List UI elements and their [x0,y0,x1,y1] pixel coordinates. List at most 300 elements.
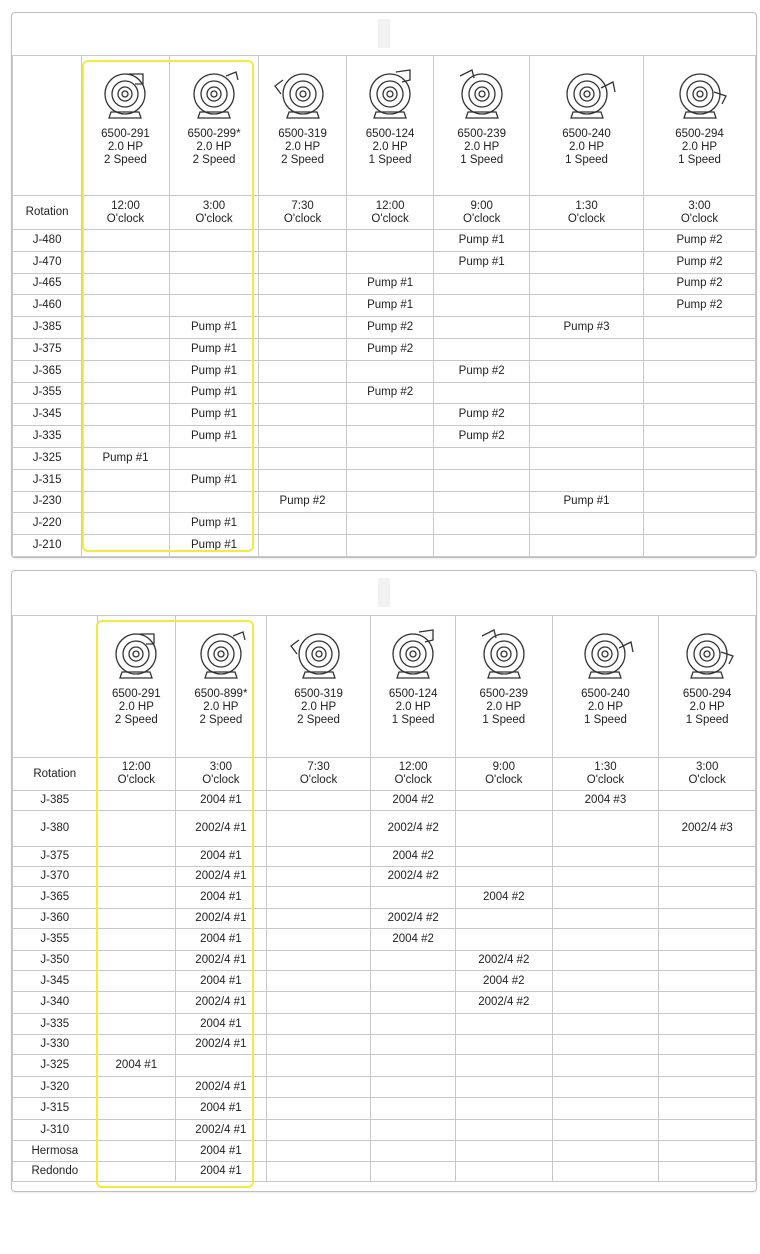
table-row [13,1014,756,1035]
rotation-value: 9:00 [492,761,515,773]
pump-icon [371,626,455,684]
table-cell: 2004 #2 [371,847,456,867]
table-cell: Pump #2 [346,382,434,404]
table-cell [530,360,644,382]
table-cell [259,426,347,448]
rotation-value: 12:00 [121,761,151,773]
table-cell [82,491,170,513]
table-cell [659,971,756,992]
table-cell: 2004 #3 [552,791,659,811]
table-cell [530,273,644,295]
spa-model-label: J-385 [13,791,98,811]
table-cell: Pump #1 [169,317,259,339]
table-cell: 2002/4 #1 [176,909,267,929]
table-cell: 2002/4 #2 [455,992,552,1014]
table-cell: Pump #1 [434,251,530,273]
table-cell [659,887,756,909]
spa-model-label: J-365 [13,887,98,909]
table-cell: Pump #1 [169,382,259,404]
table-cell [97,1014,176,1035]
table-cell [644,317,756,339]
compatibility-panel-2002-2004 [11,570,757,1192]
table-cell [346,469,434,491]
pump-hp: 2.0 HP [300,701,337,713]
table-cell [259,338,347,360]
table-cell: 2004 #1 [176,929,267,951]
table-cell: 2004 #1 [176,971,267,992]
table-cell: Pump #1 [169,535,259,557]
table-cell [371,992,456,1014]
table-cell [259,317,347,339]
table-cell: 2002/4 #1 [176,951,267,971]
pump-model-header [530,56,644,196]
table-cell [371,971,456,992]
table-cell: Pump #1 [169,469,259,491]
table-cell [371,951,456,971]
table-cell [259,513,347,535]
table-cell [659,1162,756,1182]
spa-model-label: J-360 [13,909,98,929]
pump-icon [347,66,434,124]
table-cell: Pump #2 [644,295,756,317]
table-cell: 2002/4 #1 [176,992,267,1014]
table-cell: Pump #1 [169,404,259,426]
table-cell [176,1055,267,1077]
table-cell: Pump #2 [346,338,434,360]
rotation-cell [644,196,756,230]
table-cell: 2002/4 #1 [176,811,267,847]
table-cell [97,992,176,1014]
section-title-text [378,19,390,48]
table-cell: 2002/4 #2 [371,867,456,887]
rotation-value: O'clock [195,212,233,225]
spa-model-label: J-315 [13,469,82,491]
table-cell [371,1077,456,1098]
spa-model-label: J-220 [13,513,82,535]
table-cell: Pump #1 [434,230,530,252]
pump-speed: 2 Speed [104,154,147,166]
spa-model-label: J-385 [13,317,82,339]
rotation-cell [530,196,644,230]
table-cell [644,360,756,382]
table-cell [266,971,371,992]
pump-icon [456,626,552,684]
section-title [12,571,756,615]
table-cell: Pump #2 [434,360,530,382]
table-cell [552,1098,659,1120]
table-cell [259,469,347,491]
spa-model-label: Hermosa [13,1141,98,1162]
table-cell [259,295,347,317]
spa-model-label: J-320 [13,1077,98,1098]
table-cell [659,1120,756,1141]
pump-speed: 1 Speed [368,154,412,166]
table-cell [455,1055,552,1077]
pump-model: 6500-124 [388,688,438,700]
table-row [13,535,756,557]
table-cell [82,251,170,273]
rotation-value: 1:30 [594,761,617,773]
table-cell [455,847,552,867]
rotation-cell [434,196,530,230]
rotation-value: O'clock [117,774,155,786]
section-title [12,13,756,55]
table-row [13,1077,756,1098]
spa-model-label: J-335 [13,1014,98,1035]
spa-model-label: J-480 [13,230,82,252]
compatibility-panel-2005 [11,12,757,558]
spa-model-label: J-470 [13,251,82,273]
pump-hp: 2.0 HP [284,141,321,153]
table-cell [97,929,176,951]
table-cell: 2004 #2 [371,929,456,951]
pump-model-header [176,616,267,758]
pump-model-header [552,616,659,758]
spa-model-label: J-210 [13,535,82,557]
table-cell: 2002/4 #2 [371,811,456,847]
table-cell [552,1055,659,1077]
table-cell: 2004 #2 [455,887,552,909]
table-cell [371,1035,456,1055]
table-cell [659,791,756,811]
spa-model-label: J-370 [13,867,98,887]
table-cell [266,1055,371,1077]
rotation-cell [82,196,170,230]
spa-model-label: J-330 [13,1035,98,1055]
pump-icon [553,626,659,684]
table-cell [82,295,170,317]
table-cell [552,1077,659,1098]
table-cell [82,273,170,295]
table-cell: Pump #2 [346,317,434,339]
pump-model-header [82,56,170,196]
table-cell [455,791,552,811]
table-cell: Pump #1 [346,273,434,295]
table-cell [259,360,347,382]
rotation-value: 3:00 [695,761,719,773]
table-cell [552,951,659,971]
table-cell [530,469,644,491]
table-row [13,382,756,404]
table-cell [259,273,347,295]
table-cell [169,273,259,295]
compatibility-table-2005 [12,55,756,557]
rotation-cell [176,758,267,791]
rotation-cell [455,758,552,791]
table-row [13,317,756,339]
table-cell [346,447,434,469]
table-row [13,404,756,426]
rotation-value: 7:30 [307,761,330,773]
pump-speed: 2 Speed [281,154,324,166]
table-cell [97,1077,176,1098]
pump-icon [176,626,266,684]
table-cell [434,273,530,295]
table-cell: 2004 #1 [176,1141,267,1162]
table-cell [266,1098,371,1120]
table-cell [169,491,259,513]
table-cell [659,1014,756,1035]
pump-hp: 2.0 HP [464,141,500,153]
table-cell [97,847,176,867]
table-cell [82,426,170,448]
rotation-value: 3:00 [202,199,226,212]
spa-model-label: J-365 [13,360,82,382]
table-row [13,909,756,929]
table-cell [346,513,434,535]
table-cell [346,426,434,448]
rotation-value: O'clock [688,774,726,786]
pump-speed: 1 Speed [565,154,608,166]
pump-model-header [434,56,530,196]
table-cell: Pump #3 [530,317,644,339]
table-cell [266,811,371,847]
table-cell: 2002/4 #3 [659,811,756,847]
table-cell [266,929,371,951]
table-cell [530,230,644,252]
spa-model-label: J-325 [13,447,82,469]
table-cell: Pump #2 [644,251,756,273]
table-row [13,867,756,887]
table-cell [530,382,644,404]
table-cell: Pump #2 [259,491,347,513]
table-cell: 2004 #1 [176,1162,267,1182]
table-cell [82,230,170,252]
pump-model: 6500-124 [365,128,415,140]
pump-hp: 2.0 HP [681,141,718,153]
rotation-cell [266,758,371,791]
table-cell [266,1035,371,1055]
spa-model-label: J-340 [13,992,98,1014]
table-row [13,469,756,491]
pump-speed: 1 Speed [391,714,435,726]
rotation-value: 3:00 [209,761,233,773]
table-row [13,491,756,513]
table-cell [552,867,659,887]
table-row [13,1120,756,1141]
table-cell [266,1120,371,1141]
rotation-value: O'clock [567,212,606,225]
table-cell [530,535,644,557]
table-cell [434,447,530,469]
spa-model-label: Redondo [13,1162,98,1182]
pump-model-header [659,616,756,758]
table-cell [552,1014,659,1035]
pump-icon [98,626,176,684]
table-cell [346,230,434,252]
spa-model-label: J-310 [13,1120,98,1141]
table-cell [552,909,659,929]
table-cell: 2002/4 #1 [176,867,267,887]
table-cell [169,230,259,252]
table-cell [266,909,371,929]
table-cell [530,447,644,469]
table-cell: Pump #1 [169,513,259,535]
table-cell [644,535,756,557]
table-cell [371,1098,456,1120]
rotation-value: O'clock [202,774,240,786]
table-cell [552,992,659,1014]
table-cell [552,1162,659,1182]
pump-speed: 1 Speed [460,154,504,166]
table-cell [659,847,756,867]
rotation-value: O'clock [463,212,501,225]
table-cell [659,951,756,971]
table-row [13,251,756,273]
table-cell: Pump #2 [434,404,530,426]
table-cell [169,295,259,317]
pump-model-header [266,616,371,758]
table-cell [644,447,756,469]
table-cell [371,1162,456,1182]
table-cell [552,1120,659,1141]
table-cell [97,1035,176,1055]
table-cell [552,1141,659,1162]
table-cell: Pump #2 [434,426,530,448]
table-cell: 2004 #1 [97,1055,176,1077]
table-cell [434,535,530,557]
table-cell: 2004 #1 [176,887,267,909]
pump-hp: 2.0 HP [568,141,605,153]
pump-model: 6500-294 [682,688,732,700]
table-cell [644,426,756,448]
table-cell [169,251,259,273]
table-row [13,360,756,382]
table-cell [266,951,371,971]
rotation-cell [169,196,259,230]
table-cell [82,360,170,382]
pump-hp: 2.0 HP [118,701,154,713]
table-cell [644,491,756,513]
table-cell [455,909,552,929]
table-row [13,230,756,252]
table-cell [82,469,170,491]
spa-model-label: J-345 [13,971,98,992]
table-cell [530,251,644,273]
spa-model-label: J-350 [13,951,98,971]
rotation-value: O'clock [586,774,625,786]
spa-model-label: J-460 [13,295,82,317]
rotation-cell [97,758,176,791]
table-cell [259,535,347,557]
table-cell [455,1014,552,1035]
rotation-value: O'clock [299,774,338,786]
pump-speed: 2 Speed [199,714,243,726]
pump-model-header [169,56,259,196]
rotation-cell [259,196,347,230]
rotation-label: Rotation [13,758,98,791]
table-cell [266,992,371,1014]
pump-model: 6500-319 [278,128,327,140]
table-cell [455,1077,552,1098]
table-cell [552,1035,659,1055]
table-cell: 2004 #2 [455,971,552,992]
table-cell [82,317,170,339]
table-cell [434,338,530,360]
rotation-value: 7:30 [291,199,314,212]
pump-speed: 1 Speed [482,714,526,726]
pump-model: 6500-294 [675,128,724,140]
pump-model: 6500-899* [194,688,248,700]
table-row [13,929,756,951]
table-cell [644,404,756,426]
table-cell: Pump #1 [82,447,170,469]
table-cell [552,887,659,909]
table-cell: Pump #1 [169,360,259,382]
rotation-value: O'clock [106,212,145,225]
table-cell [82,404,170,426]
table-cell [97,867,176,887]
table-cell [434,295,530,317]
table-row [13,992,756,1014]
table-cell: 2004 #1 [176,791,267,811]
table-cell [455,1141,552,1162]
table-row [13,1141,756,1162]
pump-speed: 2 Speed [192,154,236,166]
table-cell [659,1098,756,1120]
spa-model-label: J-465 [13,273,82,295]
table-row [13,426,756,448]
pump-model: 6500-319 [294,688,343,700]
table-cell [434,513,530,535]
rotation-value: O'clock [371,212,409,225]
rotation-value: 1:30 [575,199,598,212]
table-cell: Pump #1 [346,295,434,317]
table-cell [659,1035,756,1055]
pump-model: 6500-240 [581,688,630,700]
rotation-value: O'clock [283,212,322,225]
rotation-value: O'clock [485,774,523,786]
table-row [13,273,756,295]
table-cell [259,382,347,404]
table-cell [97,1141,176,1162]
table-cell [530,404,644,426]
table-row [13,811,756,847]
table-cell [266,867,371,887]
table-cell [97,1162,176,1182]
table-row [13,1162,756,1182]
table-cell [266,1077,371,1098]
table-cell [644,338,756,360]
pump-icon [267,626,371,684]
table-cell [97,951,176,971]
table-cell [552,811,659,847]
table-cell [346,404,434,426]
table-cell [371,1141,456,1162]
table-cell [552,847,659,867]
table-cell [530,513,644,535]
pump-model-header [371,616,456,758]
table-cell [371,887,456,909]
table-cell [644,382,756,404]
table-cell [82,382,170,404]
table-cell [266,1162,371,1182]
header-corner [13,616,98,758]
table-cell: Pump #2 [644,273,756,295]
table-cell [97,811,176,847]
table-row [13,1055,756,1077]
rotation-cell [346,196,434,230]
table-cell [659,1077,756,1098]
table-cell [346,251,434,273]
table-cell [346,360,434,382]
table-row [13,887,756,909]
table-cell [169,447,259,469]
spa-model-label: J-380 [13,811,98,847]
table-cell: 2002/4 #1 [176,1077,267,1098]
table-cell [346,535,434,557]
pump-model: 6500-291 [112,688,161,700]
